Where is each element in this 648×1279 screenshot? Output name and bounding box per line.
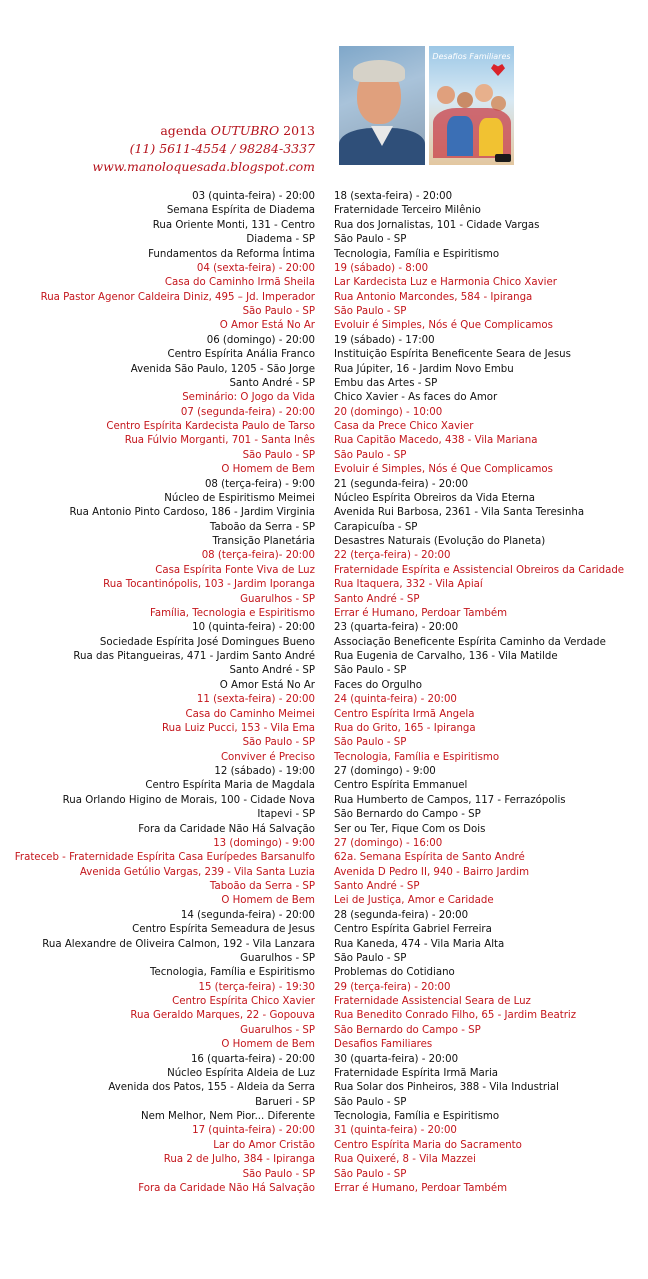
event-city: São Paulo - SP [334,306,407,317]
event-place: Associação Beneficente Espírita Caminho da Verdade [334,636,606,648]
event-place: Centro Espírita Emmanuel [334,780,468,792]
event-place: Centro Espírita Irmã Angela [334,708,475,720]
event-date: 03 (quinta-feira) - 20:00 [192,191,315,202]
event-topic: Faces do Orgulho [334,679,422,691]
event-date: 15 (terça-feira) - 19:30 [198,981,315,993]
event-topic: Conviver é Preciso [220,751,315,763]
event-city: São Bernardo do Campo - SP [334,1024,481,1036]
event-topic: Problemas do Cotidiano [334,967,455,979]
event-city: São Paulo - SP [242,737,315,749]
event-city: Santo André - SP [334,881,420,892]
event-city: Itapevi - SP [257,809,315,821]
event-date: 29 (terça-feira) - 20:00 [334,981,451,993]
event-place: Núcleo Espírita Obreiros da Vida Eterna [334,492,535,504]
event-address: Rua Oriente Monti, 131 - Centro [152,219,315,231]
cover-title: Desafios Familiares [432,52,511,61]
event-city: Taboão da Serra - SP [209,521,315,533]
event-address: Rua Fúlvio Morganti, 701 - Santa Inês [124,435,315,447]
event-address: Rua Pastor Agenor Caldeira Diniz, 495 – Jd. Imperador [40,291,315,303]
event-city: Carapicuíba - SP [334,521,418,533]
event-date: 16 (quarta-feira) - 20:00 [190,1053,315,1065]
event-city: Guarulhos - SP [240,593,315,605]
event-address: Rua Antonio Marcondes, 584 - Ipiranga [334,291,533,303]
event-address: Rua Kaneda, 474 - Vila Maria Alta [334,938,505,950]
event-topic: Desafios Familiares [334,1039,433,1051]
event-address: Avenida São Paulo, 1205 - São Jorge [130,363,315,375]
portrait-hair [353,60,405,82]
event-topic: Chico Xavier - As faces do Amor [334,392,498,404]
event-date: 06 (domingo) - 20:00 [206,334,315,346]
event-address: Rua Quixeré, 8 - Vila Mazzei [334,1154,476,1166]
event-date: 10 (quinta-feira) - 20:00 [192,622,315,634]
event-date: 30 (quarta-feira) - 20:00 [334,1053,459,1065]
event-place: Centro Espírita Gabriel Ferreira [334,924,492,936]
event-date: 24 (quinta-feira) - 20:00 [334,694,457,706]
event-topic: Evoluir é Simples, Nós é Que Complicamos [334,320,553,332]
event-city: Santo André - SP [229,665,315,677]
event-address: Rua Antonio Pinto Cardoso, 186 - Jardim Virginia [69,507,315,519]
event-place: Centro Espírita Anália Franco [167,349,315,361]
event-place: 62a. Semana Espírita de Santo André [334,852,525,864]
event-date: 08 (terça-feira)- 20:00 [201,550,315,562]
event-address: Rua Benedito Conrado Filho, 65 - Jardim Beatriz [334,1010,577,1022]
event-address: Rua das Pitangueiras, 471 - Jardim Santo André [73,651,315,662]
event-place: Frateceb - Fraternidade Espírita Casa Eurípedes Barsanulfo [14,852,315,864]
event-address: Avenida Rui Barbosa, 2361 - Vila Santa Teresinha [334,507,585,519]
event-topic: Tecnologia, Família e Espiritismo [149,967,315,979]
event-date: 21 (segunda-feira) - 20:00 [334,478,469,490]
event-place: Casa Espírita Fonte Viva de Luz [155,564,315,576]
cover-person-head [437,86,455,104]
agenda-title [0,122,315,140]
event-address: Rua Capitão Macedo, 438 - Vila Mariana [334,435,538,447]
event-topic: O Amor Está No Ar [219,320,315,332]
author-portrait-photo [339,46,425,165]
event-date: 14 (segunda-feira) - 20:00 [180,909,315,921]
event-address: Rua Alexandre de Oliveira Calmon, 192 - Vila Lanzara [42,938,315,950]
event-topic: Transição Planetária [212,536,315,547]
event-city: Santo André - SP [229,377,315,389]
event-date: 04 (sexta-feira) - 20:00 [196,262,315,274]
event-date: 13 (domingo) - 9:00 [213,837,315,849]
event-place: Lar Kardecista Luz e Harmonia Chico Xavier [334,277,557,289]
events-column-left [0,190,315,1196]
agenda-word: agenda [160,123,211,138]
event-city: São Bernardo do Campo - SP [334,809,481,821]
event-city: São Paulo - SP [334,234,407,246]
event-city: Guarulhos - SP [240,952,315,964]
event-place: Centro Espírita Chico Xavier [172,996,315,1007]
event-date: 20 (domingo) - 10:00 [334,406,443,418]
event-address: Rua 2 de Julho, 384 - Ipiranga [163,1154,315,1166]
event-city: São Paulo - SP [334,952,407,964]
cover-person-body [447,116,473,156]
event-date: 11 (sexta-feira) - 20:00 [196,694,315,706]
event-city: São Paulo - SP [242,1168,315,1180]
event-topic: Lei de Justiça, Amor e Caridade [334,895,494,907]
event-topic: Evoluir é Simples, Nós é Que Complicamos [334,464,553,476]
event-place: Núcleo Espírita Aldeia de Luz [167,1067,315,1079]
event-date: 27 (domingo) - 9:00 [334,766,436,777]
event-topic: Tecnologia, Família e Espiritismo [334,248,500,260]
heart-icon [491,64,505,76]
event-date: 31 (quinta-feira) - 20:00 [334,1125,457,1137]
event-address: Avenida D Pedro II, 940 - Bairro Jardim [334,866,530,878]
event-place: Fraternidade Terceiro Milênio [334,205,481,217]
event-address: Rua Itaquera, 332 - Vila Apiaí [334,579,483,591]
event-topic: Errar é Humano, Perdoar Também [334,607,508,619]
event-city: Santo André - SP [334,593,420,605]
agenda-header [0,122,315,176]
event-place: Centro Espírita Maria do Sacramento [334,1139,522,1151]
event-address: Rua Geraldo Marques, 22 - Gopouva [130,1010,315,1022]
cover-person-body [479,118,503,156]
event-place: Centro Espírita Kardecista Paulo de Tarso [106,421,315,432]
event-place: Casa do Caminho Meimei [185,708,315,720]
event-place: Centro Espírita Maria de Magdala [145,780,315,792]
event-address: Rua Eugenia de Carvalho, 136 - Vila Matilde [334,651,558,662]
event-date: 18 (sexta-feira) - 20:00 [334,191,453,202]
event-topic: Fora da Caridade Não Há Salvação [138,823,315,835]
event-date: 27 (domingo) - 16:00 [334,837,443,849]
event-topic: Tecnologia, Família e Espiritismo [334,1111,500,1122]
event-address: Rua Solar dos Pinheiros, 388 - Vila Industrial [334,1082,560,1094]
event-address: Rua Humberto de Campos, 117 - Ferrazópolis [334,794,566,806]
event-address: Rua Júpiter, 16 - Jardim Novo Embu [334,363,514,375]
book-cover-image [429,46,514,165]
event-place: Lar do Amor Cristão [213,1139,315,1151]
event-address: Rua dos Jornalistas, 101 - Cidade Vargas [334,219,540,231]
event-date: 17 (quinta-feira) - 20:00 [192,1125,315,1137]
event-date: 19 (sábado) - 17:00 [334,334,435,346]
event-topic: O Homem de Bem [221,895,315,907]
event-address: Avenida Getúlio Vargas, 239 - Vila Santa Luzia [79,866,315,878]
event-city: Barueri - SP [255,1096,315,1108]
event-topic: O Homem de Bem [221,1039,315,1051]
event-topic: Família, Tecnologia e Espiritismo [149,607,315,619]
event-place: Sociedade Espírita José Domingues Bueno [99,636,315,648]
event-topic: O Amor Está No Ar [219,679,315,691]
event-topic: Nem Melhor, Nem Pior... Diferente [140,1111,315,1122]
event-address: Avenida dos Patos, 155 - Aldeia da Serra [108,1082,315,1094]
event-city: São Paulo - SP [242,306,315,317]
event-place: Centro Espírita Semeadura de Jesus [132,924,315,936]
event-date: 19 (sábado) - 8:00 [334,262,429,274]
event-place: Núcleo de Espiritismo Meimei [164,492,315,504]
event-date: 08 (terça-feira) - 9:00 [204,478,315,490]
cover-person-head [475,84,493,102]
event-place: Fraternidade Espírita Irmã Maria [334,1067,499,1079]
cover-person-head [457,92,473,108]
event-city: Guarulhos - SP [240,1024,315,1036]
event-city: São Paulo - SP [334,449,407,461]
event-city: São Paulo - SP [334,1168,407,1180]
event-city: São Paulo - SP [242,449,315,461]
event-topic: Desastres Naturais (Evolução do Planeta) [334,536,546,547]
event-place: Semana Espírita de Diadema [166,205,315,217]
blog-link[interactable]: www.manoloquesada.blogspot.com [92,159,315,174]
event-topic: Tecnologia, Família e Espiritismo [334,751,500,763]
event-date: 07 (segunda-feira) - 20:00 [180,406,315,418]
event-address: Rua Tocantinópolis, 103 - Jardim Iporanga [103,579,315,591]
event-topic: Fora da Caridade Não Há Salvação [138,1182,315,1194]
event-date: 22 (terça-feira) - 20:00 [334,550,451,562]
event-city: São Paulo - SP [334,665,407,677]
event-place: Fraternidade Assistencial Seara de Luz [334,996,531,1007]
phone-numbers: (11) 5611-4554 / 98284-3337 [129,141,315,156]
event-topic: Errar é Humano, Perdoar Também [334,1182,508,1194]
event-city: São Paulo - SP [334,1096,407,1108]
event-address: Rua Orlando Higino de Morais, 100 - Cidade Nova [62,794,315,806]
event-topic: Fundamentos da Reforma Íntima [148,248,315,260]
event-topic: O Homem de Bem [221,464,315,476]
event-place: Instituição Espírita Beneficente Seara de Jesus [334,349,571,361]
event-date: 28 (segunda-feira) - 20:00 [334,909,469,921]
agenda-year: 2013 [279,123,315,138]
event-address: Rua do Grito, 165 - Ipiranga [334,722,476,734]
events-column-right [334,190,648,1196]
dvd-logo-icon [495,154,511,162]
agenda-month: OUTUBRO [210,123,280,138]
event-city: Diadema - SP [246,234,315,246]
event-date: 23 (quarta-feira) - 20:00 [334,622,459,634]
event-topic: Ser ou Ter, Fique Com os Dois [334,823,486,835]
event-place: Casa do Caminho Irmã Sheila [164,277,315,289]
event-city: Taboão da Serra - SP [209,881,315,892]
event-place: Fraternidade Espírita e Assistencial Obreiros da Caridade [334,564,625,576]
event-place: Casa da Prece Chico Xavier [334,421,474,432]
event-city: Embu das Artes - SP [334,377,438,389]
event-address: Rua Luiz Pucci, 153 - Vila Ema [162,722,315,734]
event-date: 12 (sábado) - 19:00 [214,766,315,777]
event-city: São Paulo - SP [334,737,407,749]
event-topic: Seminário: O Jogo da Vida [182,392,315,404]
